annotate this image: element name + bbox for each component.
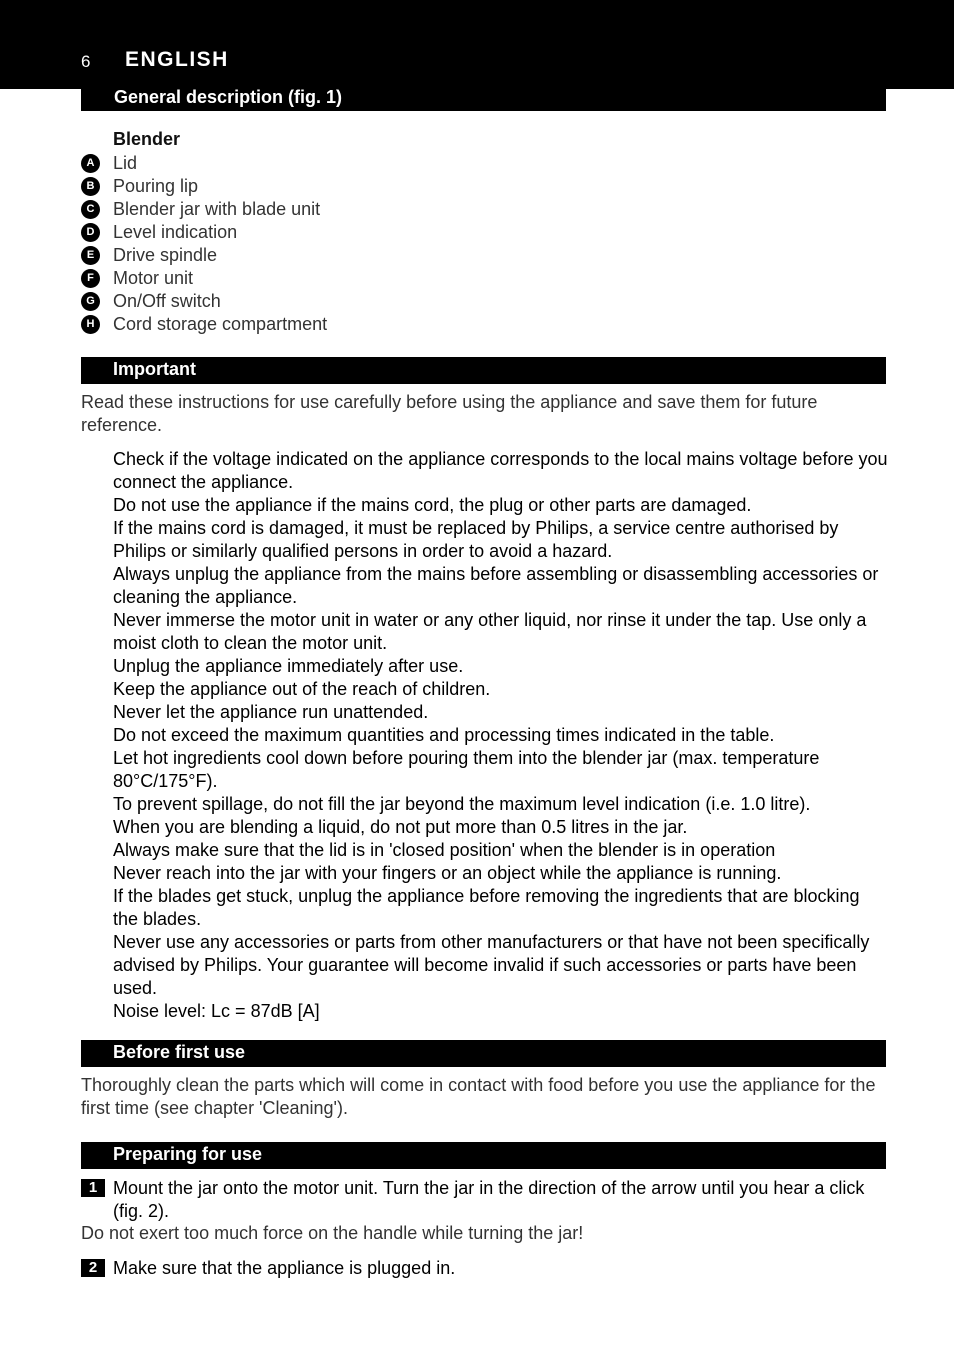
part-label: Motor unit (113, 268, 194, 288)
letter-g-badge: G (81, 292, 100, 311)
important-item: Never reach into the jar with your fingers or an object while the appliance is running. (113, 863, 782, 883)
step-number: 1 (81, 1179, 105, 1197)
important-item: Never use any accessories or parts from other manufacturers or that have not been specifically advised by Philips. Your guarantee will become invalid if such accessories or parts have been used. (113, 932, 870, 998)
section-title: General description (fig. 1) (114, 87, 343, 107)
letter-b-badge: B (81, 177, 100, 196)
letter-a-badge: A (81, 154, 100, 173)
blender-title: Blender (113, 129, 181, 149)
important-item: Never immerse the motor unit in water or any other liquid, nor rinse it under the tap. Use only a moist cloth to clean the motor unit. (113, 610, 867, 653)
step-text: Mount the jar onto the motor unit. Turn the jar in the direction of the arrow until you hear a click (fig. 2). (113, 1178, 865, 1221)
important-item: If the blades get stuck, unplug the appliance before removing the ingredients that are blocking the blades. (113, 886, 860, 929)
important-item: Never let the appliance run unattended. (113, 702, 429, 722)
part-label: Pouring lip (113, 176, 199, 196)
header-bar (0, 0, 954, 89)
important-item: To prevent spillage, do not fill the jar beyond the maximum level indication (i.e. 1.0 litre). (113, 794, 811, 814)
important-item: Always unplug the appliance from the mains before assembling or disassembling accessories or cleaning the appliance. (113, 564, 879, 607)
before-first-use-text: Thoroughly clean the parts which will come in contact with food before you use the appliance for the first time (see chapter 'Cleaning'). (81, 1075, 876, 1118)
section-important (81, 357, 886, 384)
part-label: Drive spindle (113, 245, 218, 265)
important-intro: Read these instructions for use carefully before using the appliance and save them for future reference. (81, 392, 818, 435)
language-heading: ENGLISH (125, 48, 229, 71)
important-item: Unplug the appliance immediately after use. (113, 656, 464, 676)
step-2 (81, 1257, 887, 1280)
section-title: Before first use (113, 1042, 246, 1062)
important-list (113, 448, 888, 1023)
important-item: Do not use the appliance if the mains cord, the plug or other parts are damaged. (113, 495, 752, 515)
important-item: Keep the appliance out of the reach of children. (113, 679, 491, 699)
important-item: Check if the voltage indicated on the appliance corresponds to the local mains voltage before you connect the appliance. (113, 449, 888, 492)
section-title: Preparing for use (113, 1144, 263, 1164)
part-label: Level indication (113, 222, 238, 242)
step-text: Make sure that the appliance is plugged in. (113, 1258, 456, 1278)
page-number: 6 (81, 52, 91, 71)
part-label: Cord storage compartment (113, 314, 328, 334)
important-item: Let hot ingredients cool down before pouring them into the blender jar (max. temperature 80°C/175°F). (113, 748, 820, 791)
section-title: Important (113, 359, 196, 379)
part-label: On/Off switch (113, 291, 221, 311)
important-item: When you are blending a liquid, do not put more than 0.5 litres in the jar. (113, 817, 688, 837)
important-item: Do not exceed the maximum quantities and processing times indicated in the table. (113, 725, 775, 745)
section-general-description (81, 84, 886, 111)
section-preparing-for-use (81, 1142, 886, 1169)
step-1 (81, 1177, 887, 1223)
letter-f-badge: F (81, 269, 100, 288)
letter-e-badge: E (81, 246, 100, 265)
step-number: 2 (81, 1259, 105, 1277)
letter-d-badge: D (81, 223, 100, 242)
part-label: Blender jar with blade unit (113, 199, 321, 219)
part-label: Lid (113, 153, 138, 173)
step-note: Do not exert too much force on the handle while turning the jar! (81, 1223, 584, 1243)
letter-c-badge: C (81, 200, 100, 219)
section-before-first-use (81, 1040, 886, 1067)
letter-h-badge: H (81, 315, 100, 334)
important-item: Always make sure that the lid is in 'closed position' when the blender is in operation (113, 840, 776, 860)
important-item: If the mains cord is damaged, it must be replaced by Philips, a service centre authorised by Philips or similarly qualified persons in order to avoid a hazard. (113, 518, 839, 561)
important-item: Noise level: Lc = 87dB [A] (113, 1001, 320, 1021)
